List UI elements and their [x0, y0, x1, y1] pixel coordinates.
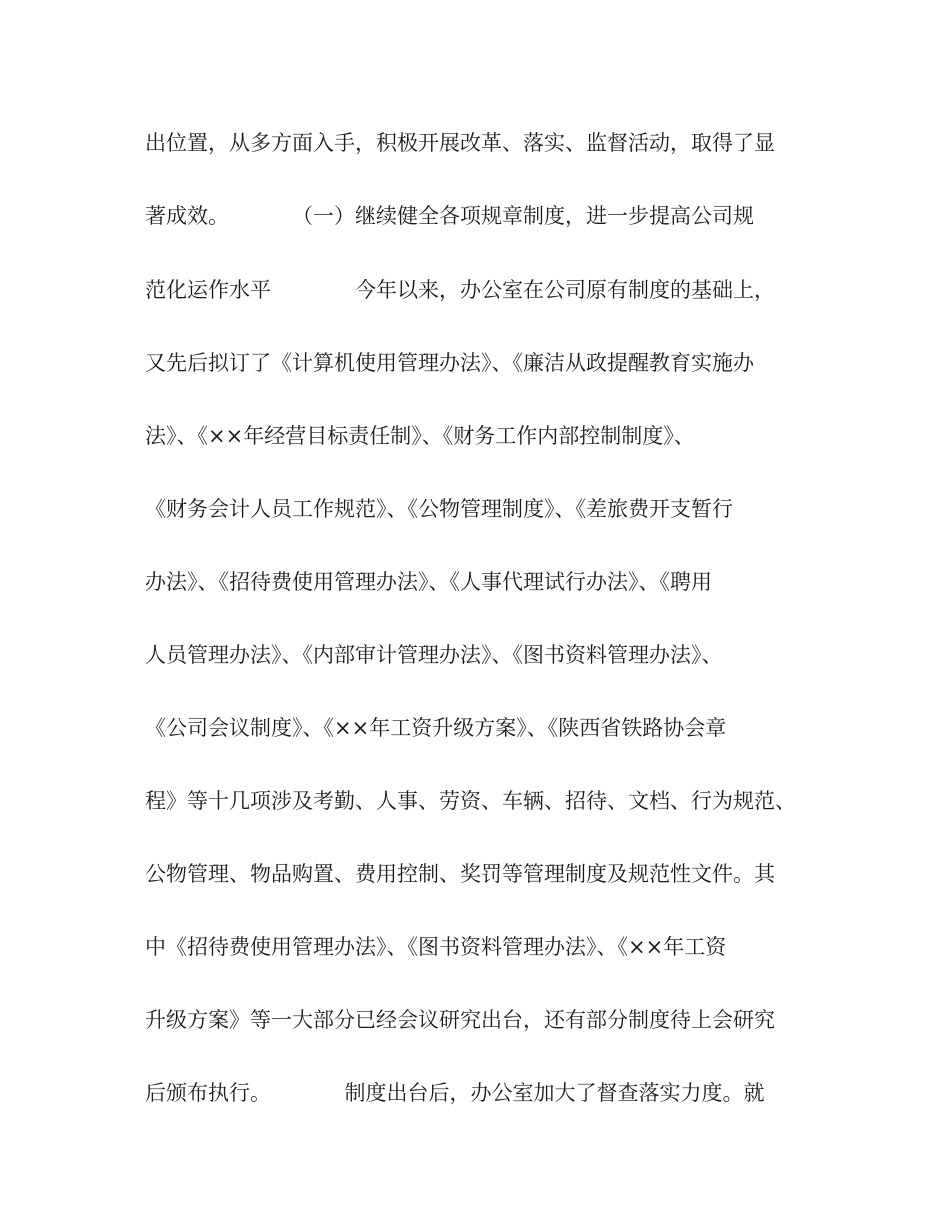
text-line: 后颁布执行。 制度出台后，办公室加大了督查落实力度。就 — [145, 1081, 765, 1105]
text-line: 《公司会议制度》、《××年工资升级方案》、《陕西省铁路协会章 — [145, 716, 727, 740]
text-line: 升级方案》等一大部分已经会议研究出台，还有部分制度待上会研究 — [145, 1008, 775, 1032]
text-line: 范化运作水平 今年以来，办公室在公司原有制度的基础上， — [145, 278, 775, 302]
text-line: 法》、《××年经营目标责任制》、《财务工作内部控制制度》、 — [145, 424, 695, 448]
text-line: 中《招待费使用管理办法》、《图书资料管理办法》、《××年工资 — [145, 935, 727, 959]
text-line: 公物管理、物品购置、费用控制、奖罚等管理制度及规范性文件。其 — [145, 862, 775, 886]
text-line: 程》等十几项涉及考勤、人事、劳资、车辆、招待、文档、行为规范、 — [145, 789, 796, 813]
text-line: 办法》、《招待费使用管理办法》、《人事代理试行办法》、《聘用 — [145, 570, 712, 594]
text-line: 《财务会计人员工作规范》、《公物管理制度》、《差旅费开支暂行 — [145, 497, 733, 521]
text-line: 著成效。 （一）继续健全各项规章制度，进一步提高公司规 — [145, 204, 754, 228]
text-line: 人员管理办法》、《内部审计管理办法》、《图书资料管理办法》、 — [145, 643, 723, 667]
text-line: 出位置，从多方面入手，积极开展改革、落实、监督活动，取得了显 — [145, 131, 775, 155]
text-line: 又先后拟订了《计算机使用管理办法》、《廉洁从政提醒教育实施办 — [145, 351, 754, 375]
